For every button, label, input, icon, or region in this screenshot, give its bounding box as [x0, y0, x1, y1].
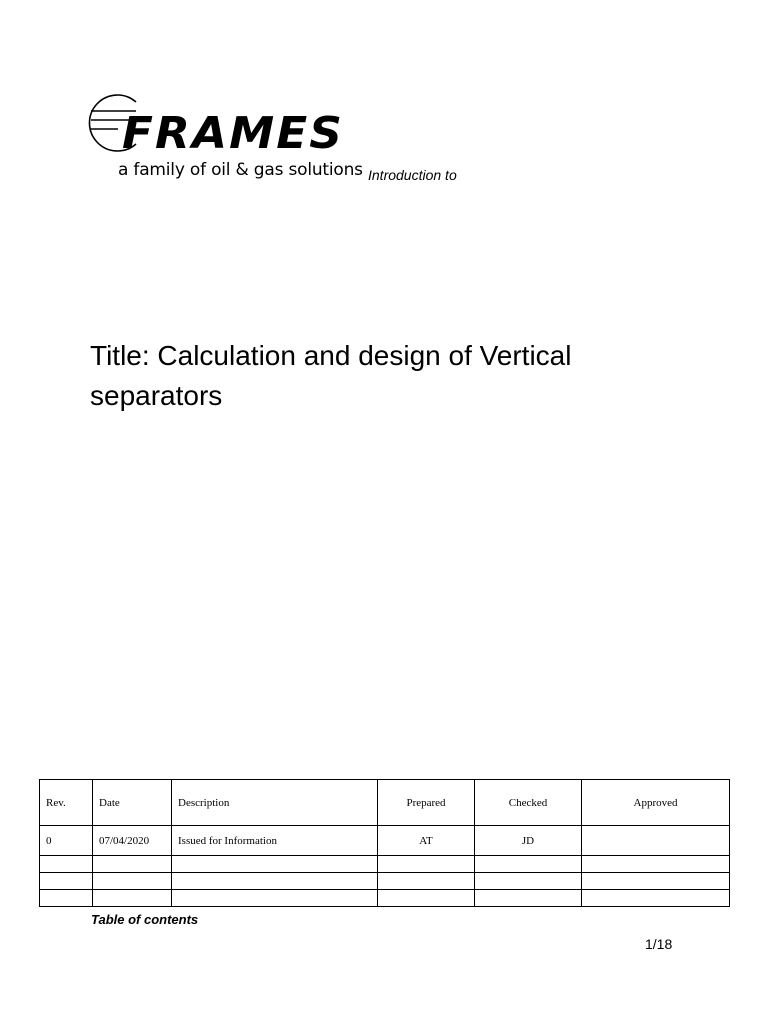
col-header-description: Description [172, 780, 378, 826]
cell-approved [582, 826, 730, 856]
col-header-rev: Rev. [40, 780, 93, 826]
table-row [40, 890, 730, 907]
table-row [40, 856, 730, 873]
cell-date: 07/04/2020 [93, 826, 172, 856]
revision-table-header [40, 780, 730, 826]
page-number: 1/18 [645, 936, 673, 952]
cell-prepared: AT [378, 826, 475, 856]
frames-logo [88, 92, 350, 154]
col-header-prepared: Prepared [378, 780, 475, 826]
col-header-date: Date [93, 780, 172, 826]
intro-label: Introduction to [368, 167, 457, 183]
table-row [40, 873, 730, 890]
cell-rev: 0 [40, 826, 93, 856]
toc-heading: Table of contents [91, 912, 199, 927]
col-header-approved: Approved [582, 780, 730, 826]
col-header-checked: Checked [475, 780, 582, 826]
cell-checked: JD [475, 826, 582, 856]
frames-logo-wordmark: FRAMES [122, 108, 344, 154]
company-tagline: a family of oil & gas solutions [118, 160, 363, 180]
table-row [40, 826, 730, 856]
document-title: Title: Calculation and design of Vertical separators [90, 340, 572, 411]
revision-table [39, 779, 730, 907]
cell-description: Issued for Information [172, 826, 378, 856]
